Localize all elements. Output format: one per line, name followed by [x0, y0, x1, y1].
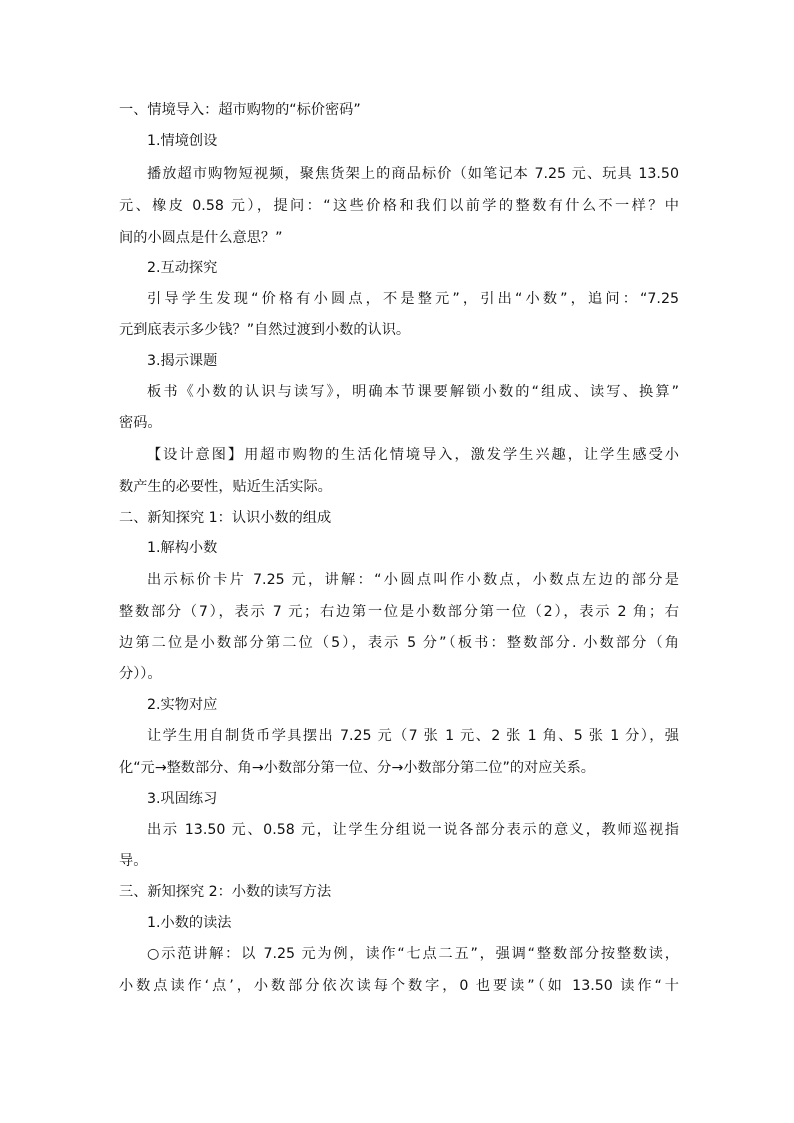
paragraph-line: 间的小圆点是什么意思？” — [119, 230, 283, 246]
paragraph-line: 元到底表示多少钱？”自然过渡到小数的认识。 — [119, 322, 411, 338]
subsection-title: 3.巩固练习 — [147, 791, 218, 807]
paragraph-line: 让学生用自制货币学具摆出 7.25 元（7 张 1 元、2 张 1 角、5 张 1 分），强 — [147, 728, 679, 744]
subsection-title: 1.小数的读法 — [147, 915, 232, 931]
design-intent-line: 数产生的必要性，贴近生活实际。 — [119, 479, 332, 495]
section-heading-2: 二、新知探究 1：认识小数的组成 — [119, 510, 332, 526]
paragraph-line: 出示 13.50 元、0.58 元，让学生分组说一说各部分表示的意义，教师巡视指 — [147, 822, 679, 838]
subsection-title: 2.实物对应 — [147, 697, 218, 713]
paragraph-line: 导。 — [119, 853, 148, 869]
design-intent-line: 【设计意图】用超市购物的生活化情境导入，激发学生兴趣，让学生感受小 — [147, 447, 679, 463]
paragraph-line: 小数点读作‘点’，小数部分依次读每个数字，0 也要读”（如 13.50 读作“十 — [119, 978, 679, 994]
paragraph-line: 引导学生发现“价格有小圆点，不是整元”，引出“小数”，追问：“7.25 — [147, 291, 679, 307]
paragraph-line: 整数部分（7），表示 7 元；右边第一位是小数部分第一位（2），表示 2 角；右 — [119, 604, 679, 620]
subsection-title: 1.情境创设 — [147, 133, 218, 149]
paragraph-line: 化“元→整数部分、角→小数部分第一位、分→小数部分第二位”的对应关系。 — [119, 760, 595, 776]
subsection-title: 3.揭示课题 — [147, 353, 218, 369]
paragraph-line: 播放超市购物短视频，聚焦货架上的商品标价（如笔记本 7.25 元、玩具 13.50 — [147, 166, 679, 182]
paragraph-line: 板书《小数的认识与读写》，明确本节课要解锁小数的“组成、读写、换算” — [147, 384, 679, 400]
paragraph-line: ○示范讲解：以 7.25 元为例，读作“七点二五”，强调“整数部分按整数读， — [147, 946, 679, 962]
subsection-title: 1.解构小数 — [147, 540, 218, 556]
section-heading-3: 三、新知探究 2：小数的读写方法 — [119, 884, 332, 900]
subsection-title: 2.互动探究 — [147, 260, 218, 276]
paragraph-line: 出示标价卡片 7.25 元，讲解：“小圆点叫作小数点，小数点左边的部分是 — [147, 572, 679, 588]
paragraph-line: 边第二位是小数部分第二位（5），表示 5 分”（板书：整数部分. 小数部分（角 — [119, 635, 679, 651]
paragraph-line: 密码。 — [119, 415, 162, 431]
paragraph-line: 元、橡皮 0.58 元），提问：“这些价格和我们以前学的整数有什么不一样？中 — [119, 198, 679, 214]
section-heading-1: 一、情境导入：超市购物的“标价密码” — [119, 102, 361, 118]
paragraph-line: 分））。 — [119, 666, 162, 682]
